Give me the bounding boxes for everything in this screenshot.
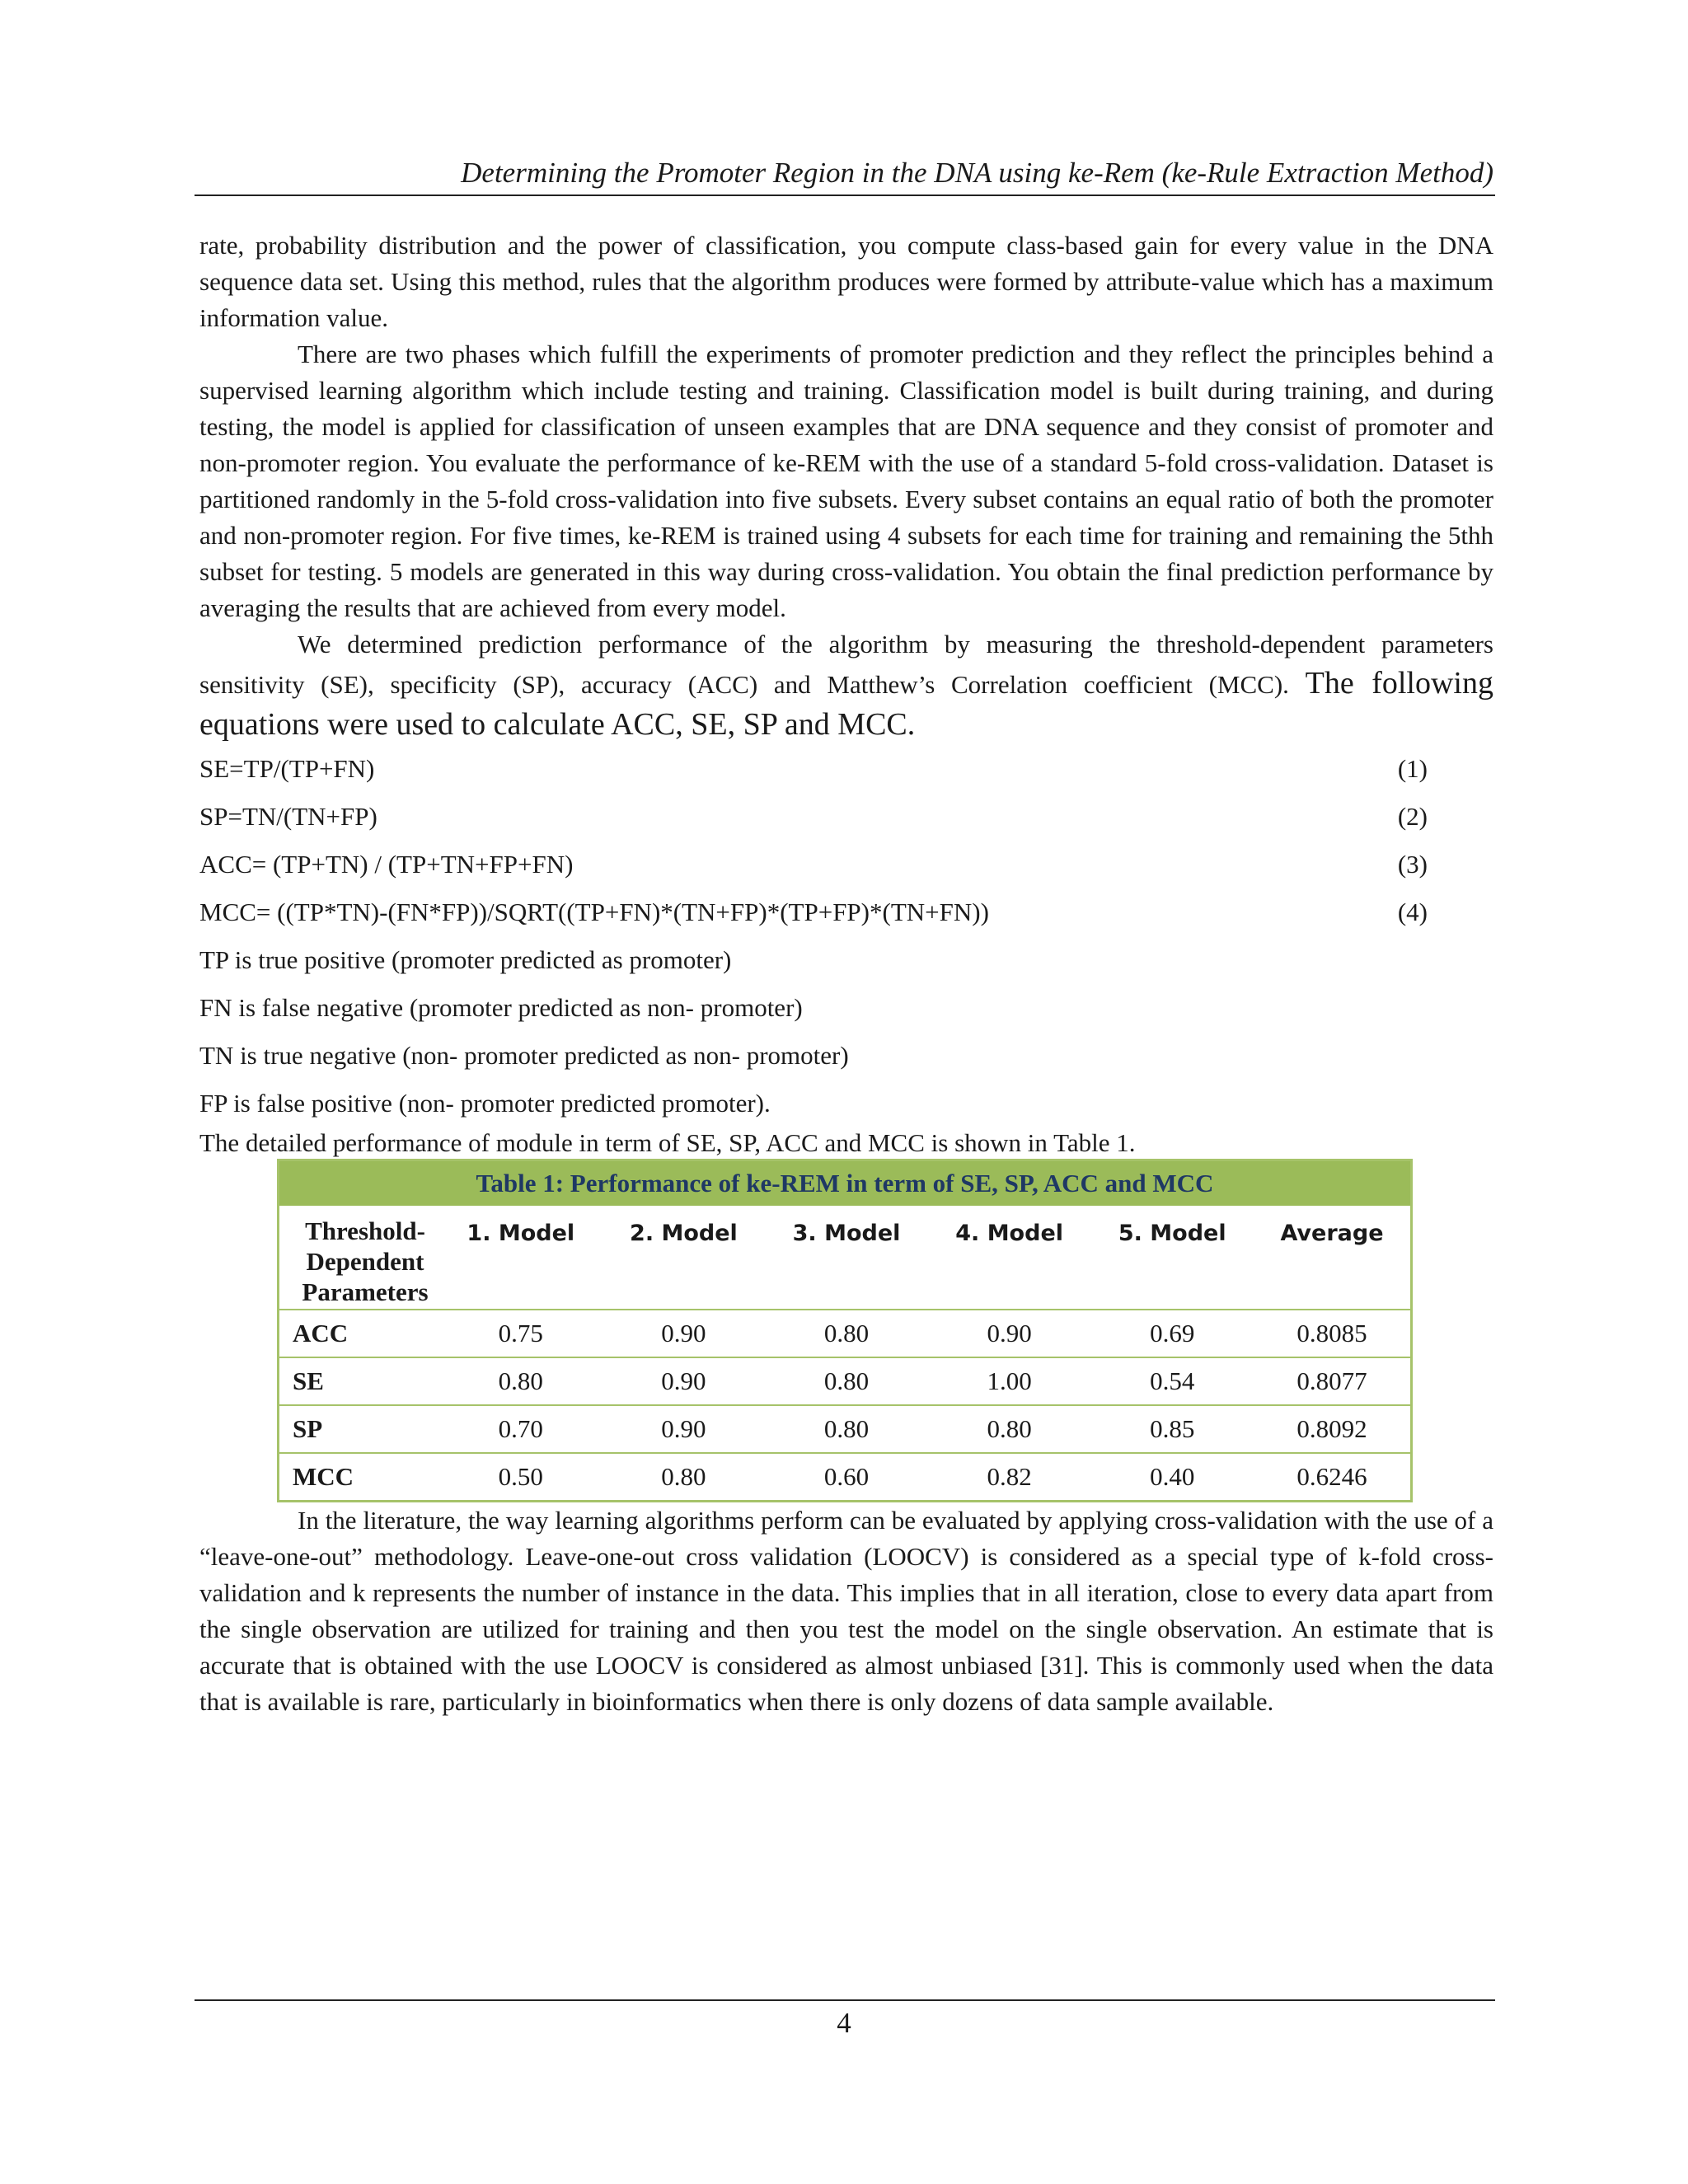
equation-se xyxy=(199,745,1428,793)
column-header-model-2: 2. Model xyxy=(603,1206,766,1310)
table-row-se xyxy=(279,1357,1412,1405)
equation-number: (2) xyxy=(1397,802,1428,831)
paragraph-3-part-1: We determined prediction performance of the algorithm by measuring the threshold-dependent parameters sensitivity (SE), specificity (SP), accuracy (ACC) and Matthew’s Correlation coefficient (MCC). xyxy=(199,630,1493,699)
equation-acc xyxy=(199,841,1428,888)
table-cell: 0.60 xyxy=(765,1453,928,1502)
footer-rule xyxy=(195,1999,1495,2001)
table-cell: 0.40 xyxy=(1090,1453,1254,1502)
table-cell: 0.90 xyxy=(603,1310,766,1357)
table-row-mcc xyxy=(279,1453,1412,1502)
table-cell: 0.80 xyxy=(765,1357,928,1405)
table-cell: 0.8092 xyxy=(1254,1405,1411,1453)
table-cell: 0.50 xyxy=(439,1453,603,1502)
table-header-row xyxy=(279,1206,1412,1310)
definition-list xyxy=(199,936,1493,1127)
closing-paragraph: In the literature, the way learning algorithms perform can be evaluated by applying cross-validation with the use of a “leave-one-out” methodology. Leave-one-out cross validation (LOOCV) is considered as a special type of k-fold cross-validation and k represents the number of instance in the data. This implies that in all iteration, close to every data apart from the single observation are utilized for training and then you test the model on the single observation. An estimate that is accurate that is obtained with the use LOOCV is considered as almost unbiased [31]. This is commonly used when the data that is available is rare, particularly in bioinformatics when there is only dozens of data sample available. xyxy=(199,1506,1493,1716)
table-cell: 0.90 xyxy=(603,1357,766,1405)
definition-tn: TN is true negative (non- promoter predicted as non- promoter) xyxy=(199,1041,849,1070)
paragraph-2: There are two phases which fulfill the experiments of promoter prediction and they reflect the principles behind a supervised learning algorithm which include testing and training. Classification model is built during training, and during testing, the model is applied for classification of unseen examples that are DNA sequence and they consist of promoter and non-promoter region. You evaluate the performance of ke-REM with the use of a standard 5-fold cross-validation. Dataset is partitioned randomly in the 5-fold cross-validation into five subsets. Every subset contains an equal ratio of both the promoter and non-promoter region. For five times, ke-REM is trained using 4 subsets for each time for training and remaining the 5thh subset for testing. 5 models are generated in this way during cross-validation. You obtain the final prediction performance by averaging the results that are achieved from every model. xyxy=(199,340,1493,622)
table-cell: 0.82 xyxy=(928,1453,1091,1502)
column-header-model-1: 1. Model xyxy=(439,1206,603,1310)
column-header-model-5: 5. Model xyxy=(1090,1206,1254,1310)
table-row-sp xyxy=(279,1405,1412,1453)
header-rule xyxy=(195,194,1495,196)
table-intro: The detailed performance of module in term of SE, SP, ACC and MCC is shown in Table 1. xyxy=(199,1128,1136,1157)
table-row-acc xyxy=(279,1310,1412,1357)
column-header-model-4: 4. Model xyxy=(928,1206,1091,1310)
table-caption-row xyxy=(279,1160,1412,1207)
param-header-line: Parameters xyxy=(302,1277,429,1306)
table-cell: 0.80 xyxy=(928,1405,1091,1453)
row-param: ACC xyxy=(279,1310,440,1357)
equation-formula: MCC= ((TP*TN)-(FN*FP))/SQRT((TP+FN)*(TN+FP)*(TP+FP)*(TN+FN)) xyxy=(199,898,989,926)
table-cell: 0.90 xyxy=(928,1310,1091,1357)
paragraph-1: rate, probability distribution and the power of classification, you compute class-based gain for every value in the DNA sequence data set. Using this method, rules that the algorithm produces were formed by attribute-value which has a maximum information value. xyxy=(199,231,1493,332)
equation-number: (1) xyxy=(1397,754,1428,783)
table-container xyxy=(277,1159,1414,1502)
page-body xyxy=(199,227,1493,1720)
table-cell: 0.69 xyxy=(1090,1310,1254,1357)
table-cell: 0.54 xyxy=(1090,1357,1254,1405)
running-header: Determining the Promoter Region in the DNA using ke-Rem (ke-Rule Extraction Method) xyxy=(461,157,1493,189)
row-param: SE xyxy=(279,1357,440,1405)
table-cell: 0.80 xyxy=(603,1453,766,1502)
column-header-average: Average xyxy=(1254,1206,1411,1310)
table-cell: 0.90 xyxy=(603,1405,766,1453)
equation-list xyxy=(199,745,1493,936)
param-header-line: Dependent xyxy=(306,1247,424,1276)
equation-sp xyxy=(199,793,1428,841)
paragraph-3 xyxy=(199,626,1493,745)
equation-number: (3) xyxy=(1397,850,1428,879)
param-header-line: Threshold- xyxy=(305,1216,425,1245)
param-column-header xyxy=(279,1206,440,1310)
table-cell: 0.75 xyxy=(439,1310,603,1357)
table-cell: 0.80 xyxy=(765,1310,928,1357)
paragraph-3-part-2: The following equations were used to calculate ACC, SE, SP and MCC. xyxy=(199,666,1493,742)
equation-formula: SE=TP/(TP+FN) xyxy=(199,754,375,783)
page-number: 4 xyxy=(837,2007,851,2039)
row-param: MCC xyxy=(279,1453,440,1502)
row-param: SP xyxy=(279,1405,440,1453)
equation-mcc xyxy=(199,888,1428,936)
definition-fn: FN is false negative (promoter predicted as non- promoter) xyxy=(199,993,803,1022)
table-cell: 0.8085 xyxy=(1254,1310,1411,1357)
table-cell: 0.6246 xyxy=(1254,1453,1411,1502)
performance-table xyxy=(277,1159,1413,1502)
table-cell: 0.70 xyxy=(439,1405,603,1453)
table-cell: 0.85 xyxy=(1090,1405,1254,1453)
column-header-model-3: 3. Model xyxy=(765,1206,928,1310)
table-cell: 1.00 xyxy=(928,1357,1091,1405)
equation-number: (4) xyxy=(1397,898,1428,926)
equation-formula: ACC= (TP+TN) / (TP+TN+FP+FN) xyxy=(199,850,574,879)
table-cell: 0.8077 xyxy=(1254,1357,1411,1405)
definition-fp: FP is false positive (non- promoter predicted promoter). xyxy=(199,1089,771,1118)
definition-tp: TP is true positive (promoter predicted as promoter) xyxy=(199,945,732,974)
table-caption: Table 1: Performance of ke-REM in term of SE, SP, ACC and MCC xyxy=(279,1160,1412,1207)
equation-formula: SP=TN/(TN+FP) xyxy=(199,802,377,831)
table-cell: 0.80 xyxy=(439,1357,603,1405)
table-cell: 0.80 xyxy=(765,1405,928,1453)
